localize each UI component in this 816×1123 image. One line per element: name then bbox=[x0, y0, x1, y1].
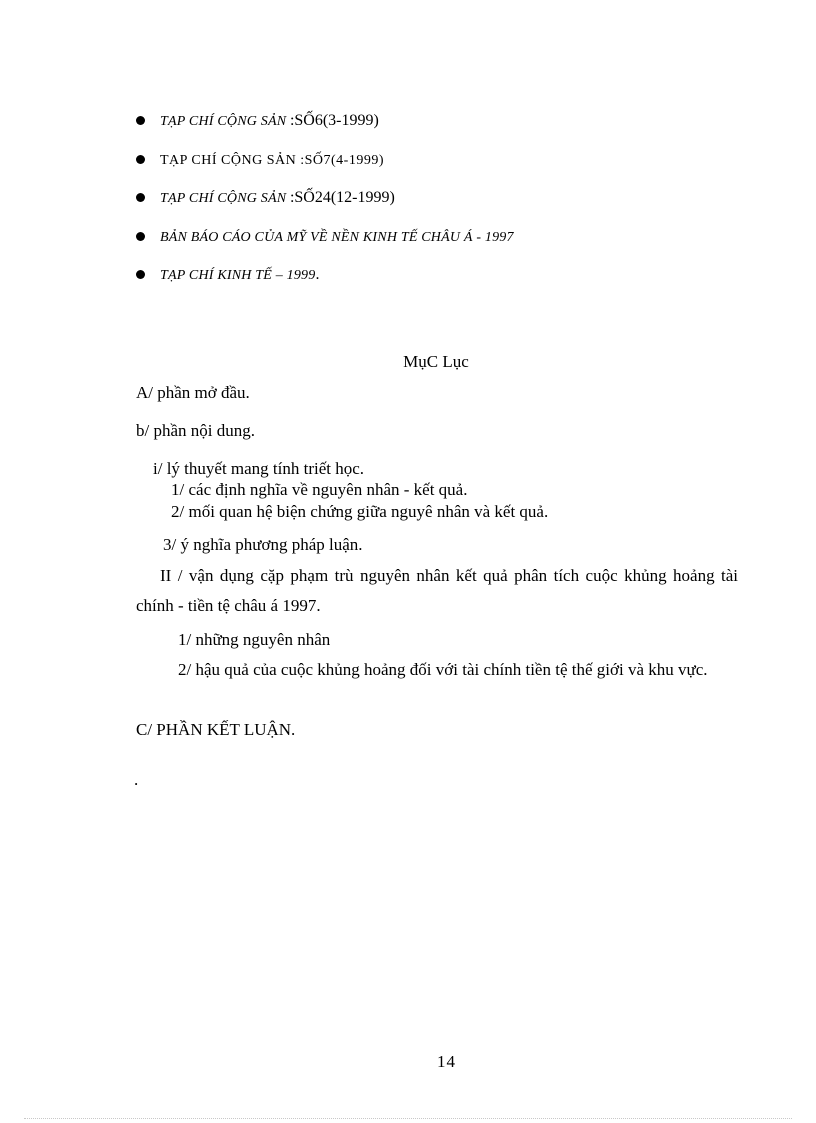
bibliography-item bbox=[136, 256, 756, 295]
toc-part-a: A/ phần mở đầu. bbox=[136, 383, 250, 402]
bibliography-item bbox=[136, 179, 756, 218]
item-italic: TẠP CHÍ CỘNG SẢN bbox=[160, 114, 290, 130]
page-number: 14 bbox=[437, 1052, 456, 1071]
toc-sub-1: 1/ các định nghĩa về nguyên nhân - kết quả. bbox=[171, 480, 468, 499]
toc-sub-3: 3/ ý nghĩa phương pháp luận. bbox=[163, 535, 363, 554]
item-italic: TẠP CHÍ KINH TẾ – 1999 bbox=[160, 268, 316, 284]
item-italic: BẢN BÁO CÁO CỦA MỸ VỀ NỀN KINH TẾ CHÂU Á - 1997 bbox=[160, 229, 514, 245]
bibliography-item bbox=[136, 218, 756, 257]
bullet-icon bbox=[136, 193, 145, 202]
bullet-icon bbox=[136, 270, 145, 279]
bibliography-item bbox=[136, 102, 756, 141]
item-plain: TẠP CHÍ CỘNG SẢN :SỐ7(4-1999) bbox=[160, 152, 384, 168]
toc-ii-2: 2/ hậu quả của cuộc khủng hoảng đối với tài chính tiền tệ thế giới và khu vực. bbox=[178, 660, 708, 679]
toc-section-ii: II / vận dụng cặp phạm trù nguyên nhân kết quả phân tích cuộc khủng hoảng tài chính - tiền tệ châu á 1997. bbox=[136, 566, 738, 615]
toc-title: MụC Lục bbox=[403, 352, 469, 371]
toc-part-c: C/ PHẦN KẾT LUẬN. bbox=[136, 720, 296, 739]
toc-part-b: b/ phần nội dung. bbox=[136, 421, 255, 440]
item-plain: . bbox=[315, 266, 320, 284]
bullet-icon bbox=[136, 116, 145, 125]
page-bottom-border bbox=[24, 1118, 792, 1119]
toc-section-i: i/ lý thuyết mang tính triết học. bbox=[153, 459, 365, 478]
item-plain: :SỐ24(12-1999) bbox=[289, 189, 395, 207]
bullet-icon bbox=[136, 232, 145, 241]
bibliography-item bbox=[136, 141, 756, 180]
toc-trailing-dot: . bbox=[134, 770, 139, 789]
item-plain: :SỐ6(3-1999) bbox=[289, 112, 379, 130]
item-italic: TẠP CHÍ CỘNG SẢN bbox=[160, 191, 290, 207]
bibliography-list bbox=[136, 102, 756, 295]
toc-ii-1: 1/ những nguyên nhân bbox=[178, 630, 331, 649]
bullet-icon bbox=[136, 155, 145, 164]
toc-sub-2: 2/ mối quan hệ biện chứng giữa nguyê nhân và kết quả. bbox=[171, 502, 549, 521]
